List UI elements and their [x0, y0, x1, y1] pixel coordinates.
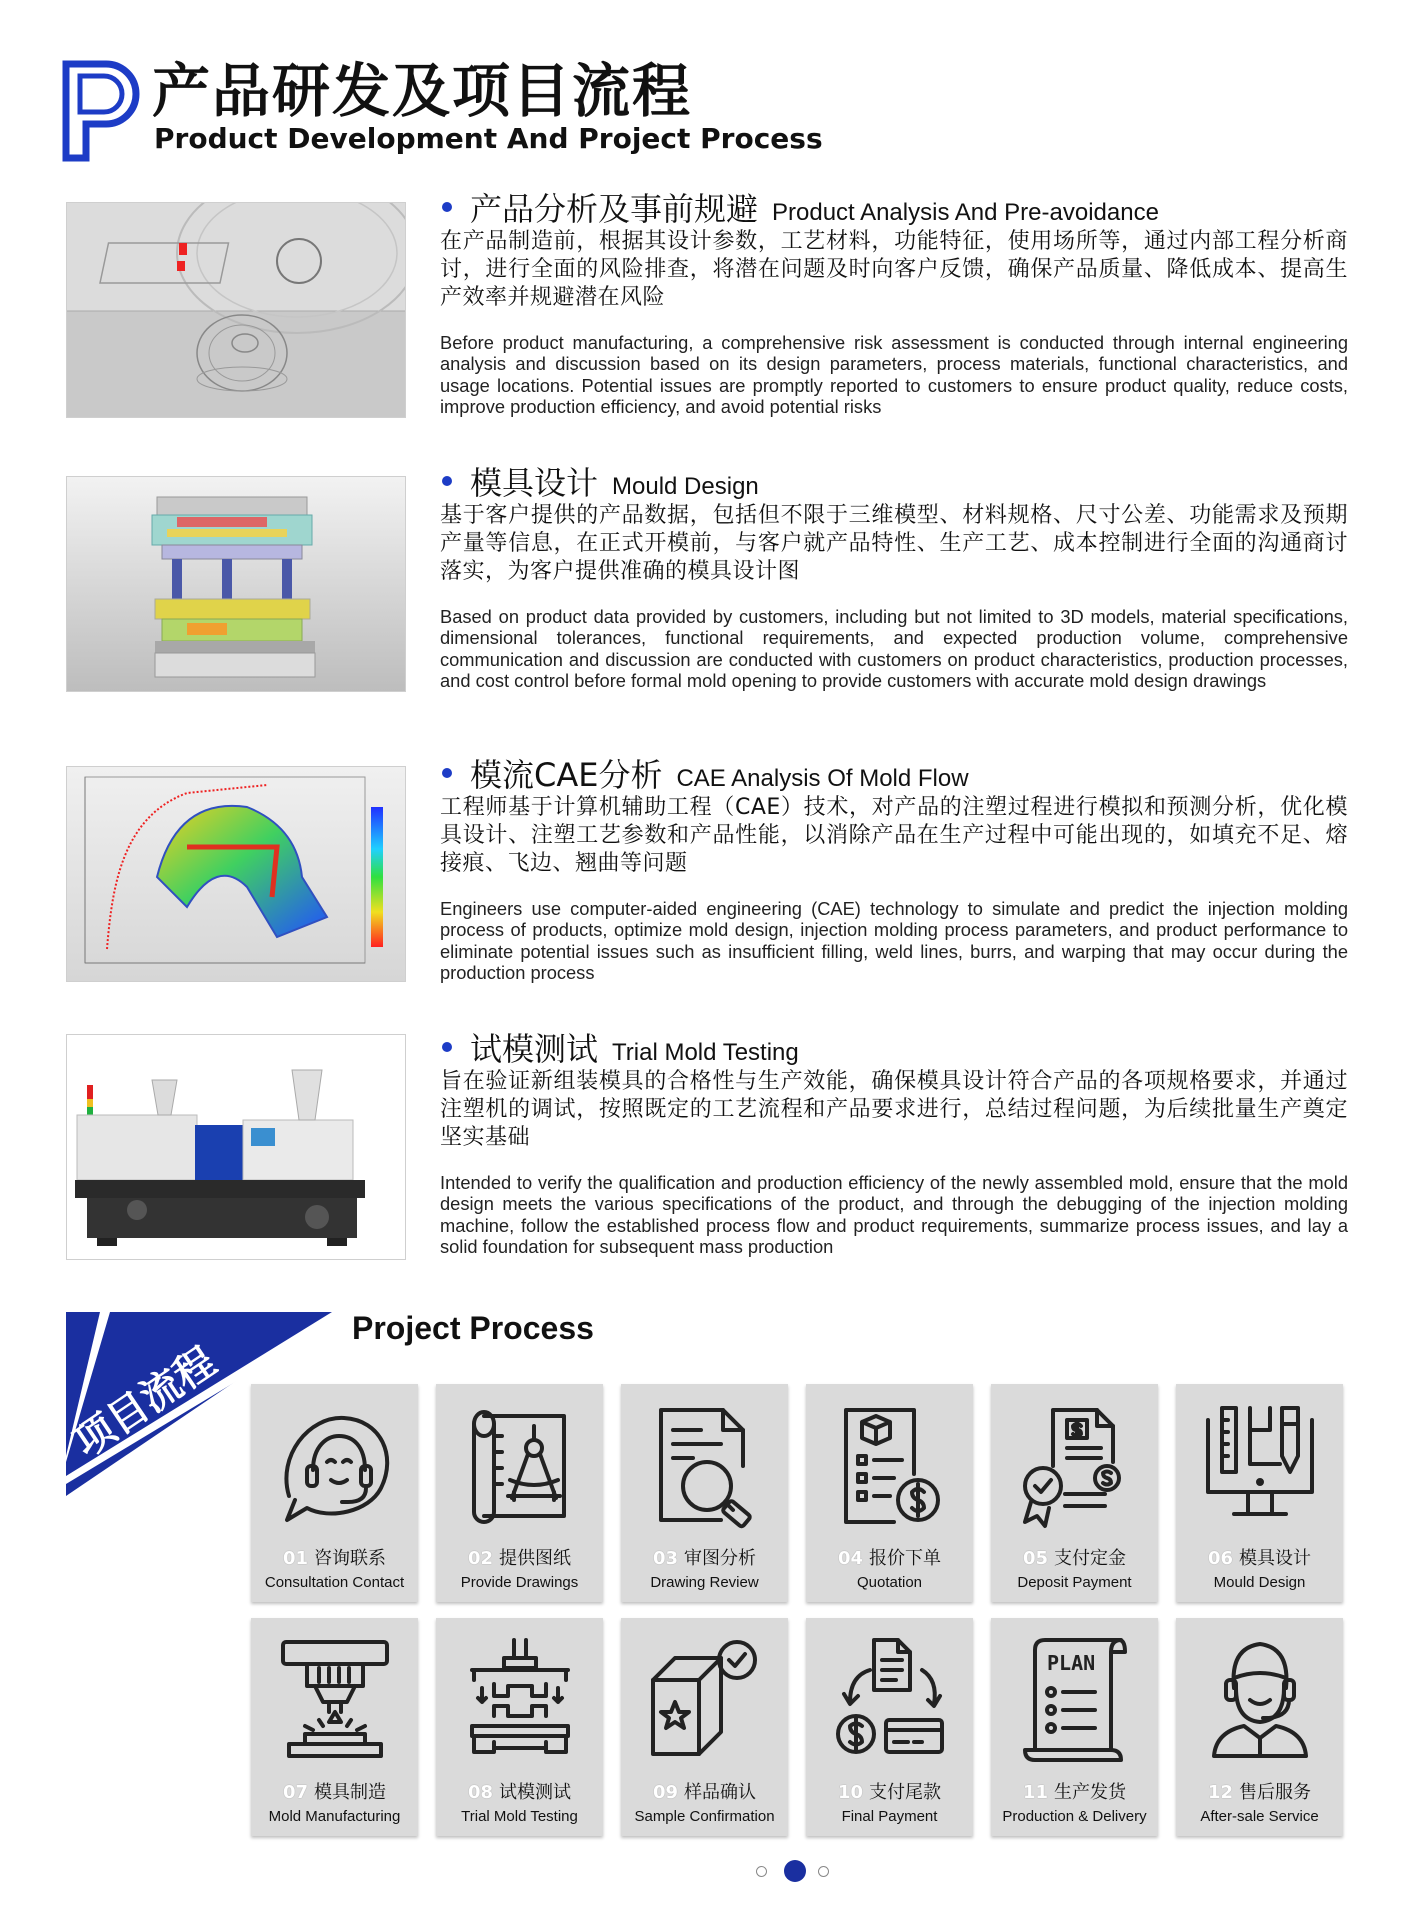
step-label-cn: 试模测试: [499, 1782, 572, 1803]
injection-machine-image: [66, 1034, 406, 1260]
section-title-en: CAE Analysis Of Mold Flow: [676, 765, 969, 792]
invoice-payment-icon: [1009, 1396, 1140, 1536]
step-label-en: Mold Manufacturing: [268, 1808, 401, 1825]
step-label-en: Consultation Contact: [264, 1574, 405, 1591]
step-label-en: Quotation: [856, 1574, 923, 1591]
quotation-list-icon: [824, 1396, 955, 1536]
bullet-icon: [442, 202, 452, 212]
step-label-cn: 提供图纸: [499, 1548, 572, 1569]
section-title-cn: 试模测试: [470, 1030, 599, 1068]
process-step-12: [1176, 1618, 1343, 1836]
process-step-05: [991, 1384, 1158, 1602]
step-label-cn: 模具制造: [314, 1782, 387, 1803]
step-number: 06: [1207, 1548, 1234, 1569]
page-dot-1[interactable]: [756, 1866, 767, 1877]
cae-simulation-image: [66, 766, 406, 982]
section-title-en: Trial Mold Testing: [612, 1039, 799, 1066]
step-label-en: After-sale Service: [1200, 1808, 1319, 1825]
step-label-en: Final Payment: [841, 1808, 938, 1825]
step-label-cn: 审图分析: [684, 1548, 757, 1569]
page-subtitle: Product Development And Project Process: [154, 122, 823, 155]
process-step-06: [1176, 1384, 1343, 1602]
banner-label: 项目流程: [66, 1338, 225, 1467]
box-check-icon: [639, 1630, 770, 1770]
section-desc-en: Before product manufacturing, a comprehensive risk assessment is conducted through internal engineering analysis and discussion based on its design parameters, process materials, functional characteristics, and usage locations. Potential issues are promptly reported to customers to ensure product quality, reduce costs, improve production efficiency, and avoid potential risks: [440, 332, 1348, 417]
step-number: 05: [1022, 1548, 1049, 1569]
process-step-04: [806, 1384, 973, 1602]
step-number: 07: [282, 1782, 309, 1803]
plan-text: PLAN: [1047, 1651, 1096, 1675]
p-letter-logo: [62, 60, 140, 162]
section-title-cn: 产品分析及事前规避: [470, 190, 759, 228]
step-label-cn: 样品确认: [684, 1782, 757, 1803]
section-desc-en: Engineers use computer-aided engineering (CAE) technology to simulate and predict the injection molding process of products, optimize mold design, injection molding process parameters, and product performance to eliminate potential issues such as insufficient filling, weld lines, burrs, and warping that may occur during the production process: [440, 898, 1348, 983]
process-step-10: [806, 1618, 973, 1836]
section-desc-cn: 在产品制造前，根据其设计参数，工艺材料，功能特征，使用场所等，通过内部工程分析商讨，进行全面的风险排查，将潜在问题及时向客户反馈，确保产品质量、降低成本、提高生产效率并规避潜在风险: [440, 229, 1348, 310]
section-title-en: Mould Design: [612, 473, 759, 500]
step-number: 03: [652, 1548, 679, 1569]
section-heading: [442, 458, 759, 502]
step-label-cn: 报价下单: [869, 1548, 942, 1569]
section-heading: [442, 750, 969, 794]
step-label-en: Trial Mold Testing: [461, 1808, 578, 1825]
process-step-08: [436, 1618, 603, 1836]
section-title-cn: 模流CAE分析: [470, 756, 663, 794]
step-label-en: Deposit Payment: [1017, 1574, 1132, 1591]
process-step-02: [436, 1384, 603, 1602]
cad-model-image: [66, 202, 406, 418]
process-step-03: [621, 1384, 788, 1602]
step-label-cn: 模具设计: [1239, 1548, 1312, 1569]
section-heading: [442, 184, 1159, 228]
step-label-cn: 支付定金: [1054, 1548, 1127, 1569]
design-monitor-icon: [1194, 1396, 1325, 1536]
process-step-01: [251, 1384, 418, 1602]
section-desc-cn: 旨在验证新组装模具的合格性与生产效能，确保模具设计符合产品的各项规格要求，并通过注塑机的调试，按照既定的工艺流程和产品要求进行，总结过程问题，为后续批量生产奠定坚实基础: [440, 1069, 1348, 1150]
mould-3d-image: [66, 476, 406, 692]
blueprint-icon: [454, 1396, 585, 1536]
section-desc-cn: 基于客户提供的产品数据，包括但不限于三维模型、材料规格、尺寸公差、功能需求及预期产量等信息，在正式开模前，与客户就产品特性、生产工艺、成本控制进行全面的沟通商讨落实，为客户提供准确的模具设计图: [440, 503, 1348, 584]
step-number: 12: [1207, 1782, 1234, 1803]
machining-icon: [269, 1630, 400, 1770]
support-agent-icon: [1194, 1630, 1325, 1770]
bullet-icon: [442, 1042, 452, 1052]
plan-scroll-icon: [1009, 1630, 1140, 1770]
section-desc-en: Intended to verify the qualification and production efficiency of the newly assembled mold, ensure that the mold design meets the various specifications of the product, and through the debugging of the injection molding machine, follow the established process flow and product requirements, summarize process issues, and lay a solid foundation for subsequent mass production: [440, 1172, 1348, 1257]
step-number: 01: [282, 1548, 309, 1569]
section-title-cn: 模具设计: [470, 464, 599, 502]
step-label-en: Provide Drawings: [460, 1574, 579, 1591]
step-number: 04: [837, 1548, 864, 1569]
project-process-title: Project Process: [352, 1310, 594, 1346]
section-title-en: Product Analysis And Pre-avoidance: [772, 199, 1159, 226]
document-magnifier-icon: [639, 1396, 770, 1536]
page-dot-3[interactable]: [818, 1866, 829, 1877]
headset-chat-icon: [269, 1396, 400, 1536]
step-number: 02: [467, 1548, 494, 1569]
step-number: 10: [837, 1782, 864, 1803]
bullet-icon: [442, 768, 452, 778]
step-label-cn: 售后服务: [1239, 1782, 1312, 1803]
step-label-en: Production & Delivery: [1002, 1808, 1147, 1825]
step-label-cn: 咨询联系: [314, 1548, 387, 1569]
step-number: 11: [1022, 1782, 1049, 1803]
step-number: 08: [467, 1782, 494, 1803]
step-number: 09: [652, 1782, 679, 1803]
page-dot-2[interactable]: [784, 1860, 806, 1882]
step-label-en: Mould Design: [1213, 1574, 1306, 1591]
step-label-cn: 支付尾款: [869, 1782, 942, 1803]
step-label-en: Drawing Review: [650, 1574, 759, 1591]
process-step-09: [621, 1618, 788, 1836]
section-desc-cn: 工程师基于计算机辅助工程（CAE）技术，对产品的注塑过程进行模拟和预测分析，优化模具设计、注塑工艺参数和产品性能，以消除产品在生产过程中可能出现的，如填充不足、熔接痕、飞边、翘曲等问题: [440, 795, 1348, 876]
page-title: 产品研发及项目流程: [152, 57, 693, 125]
process-step-07: [251, 1618, 418, 1836]
mold-press-icon: [454, 1630, 585, 1770]
section-heading: [442, 1024, 799, 1068]
payment-cycle-icon: [824, 1630, 955, 1770]
step-label-en: Sample Confirmation: [634, 1808, 775, 1825]
pagination-dots: [756, 1860, 846, 1884]
process-step-11: [991, 1618, 1158, 1836]
section-desc-en: Based on product data provided by customers, including but not limited to 3D models, material specifications, dimensional tolerances, functional requirements, and expected production volume, comprehensive communication and discussion are conducted with customers on product characteristics, production processes, and cost control before formal mold opening to provide customers with accurate mold design drawings: [440, 606, 1348, 691]
step-label-cn: 生产发货: [1054, 1782, 1127, 1803]
bullet-icon: [442, 476, 452, 486]
